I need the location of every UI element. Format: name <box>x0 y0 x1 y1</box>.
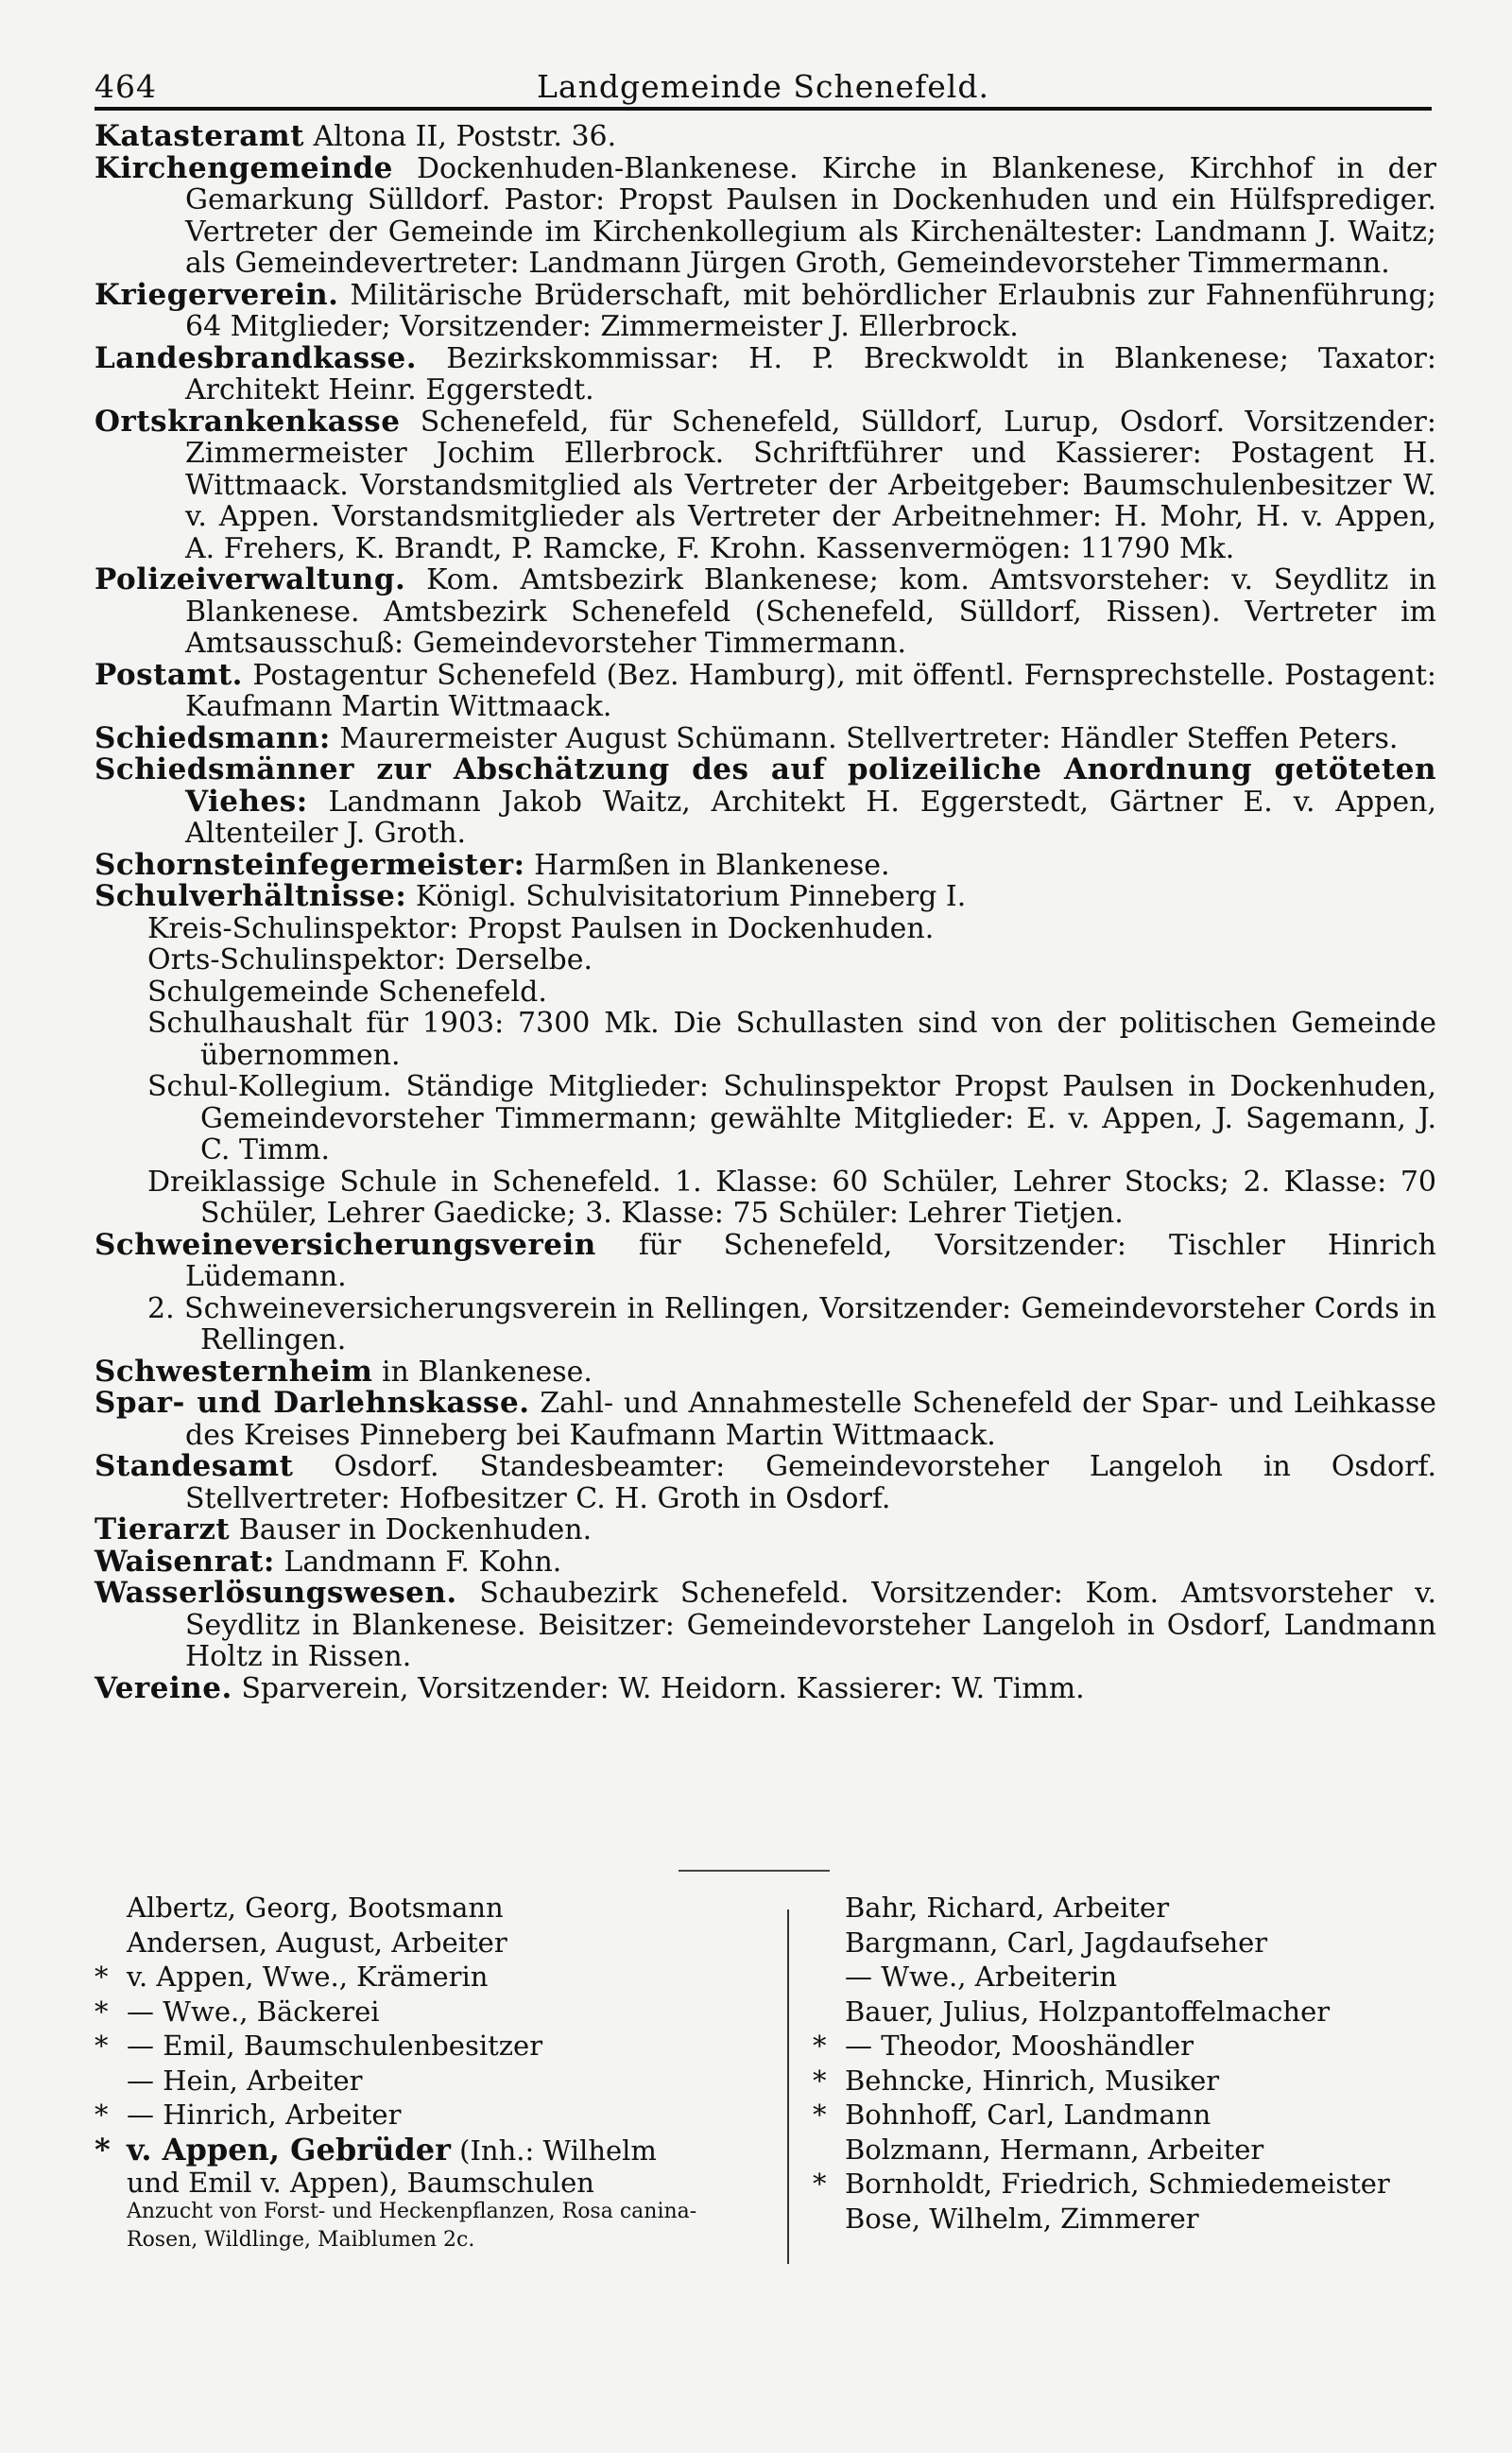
entry-heading: Landesbrandkasse. <box>94 340 418 375</box>
resident-text: — Wwe., Bäckerei <box>127 1995 380 2028</box>
resident-entry <box>94 2098 747 2133</box>
directory-entry <box>94 657 1436 723</box>
section-divider <box>679 1870 830 1872</box>
entry-heading: Schweineversicherungsverein <box>94 1227 596 1262</box>
entry-text: Maurermeister August Schümann. Stellvertreter: Händler Steffen Peters. <box>330 721 1399 755</box>
entry-heading: Tierarzt <box>94 1512 231 1546</box>
resident-entry <box>813 2167 1465 2202</box>
directory-entry <box>94 1578 1436 1673</box>
entry-text: Bezirkskommissar: H. P. Breckwoldt in Blankenese; Taxator: Architekt Heinr. Eggerstedt. <box>185 341 1436 406</box>
sub-entry: Schul-Kollegium. Ständige Mitglieder: Schulinspektor Propst Paulsen in Dockenhuden, Gemeindevorsteher Timmermann; gewählte Mitglieder: E. v. Appen, J. Sagemann, J. C. Timm. <box>147 1070 1436 1166</box>
resident-mark: * <box>94 1961 109 1993</box>
entry-heading: Schiedsmann: <box>94 720 331 755</box>
sub-entry: Schulhaushalt für 1903: 7300 Mk. Die Schullasten sind von der politischen Gemeinde übernommen. <box>147 1007 1436 1072</box>
directory-entry <box>94 1451 1436 1514</box>
page-header <box>94 68 1432 110</box>
entry-text: Bauser in Dockenhuden. <box>230 1513 593 1546</box>
resident-entry <box>94 2064 747 2099</box>
entry-text: Altona II, Poststr. 36. <box>303 120 617 153</box>
resident-text: Behncke, Hinrich, Musiker <box>845 2064 1220 2097</box>
directory-entry <box>94 720 1436 755</box>
directory-entry <box>94 1388 1436 1451</box>
entry-text: für Schenefeld, Vorsitzender: Tischler Hinrich Lüdemann. <box>185 1228 1436 1293</box>
sub-entry: Kreis-Schulinspektor: Propst Paulsen in Dockenhuden. <box>147 911 935 945</box>
directory-entry <box>94 277 1436 343</box>
entry-heading: Kriegerverein. <box>94 277 339 312</box>
resident-text: Bargmann, Carl, Jagdaufseher <box>845 1926 1268 1959</box>
entry-heading: Spar- und Darlehnskasse. <box>94 1386 530 1420</box>
entry-text: Militärische Brüderschaft, mit behördlicher Erlaubnis zur Fahnenführung; 64 Mitglieder; Vorsitzender: Zimmermeister J. Ellerbrock. <box>185 278 1436 343</box>
entry-heading: Standesamt <box>94 1449 294 1483</box>
entry-text: Landmann Jakob Waitz, Architekt H. Eggerstedt, Gärtner E. v. Appen, Altenteiler J. Groth. <box>185 785 1436 850</box>
resident-entry <box>94 1960 747 1995</box>
directory-entry <box>94 1514 1436 1546</box>
running-title: Landgemeinde Schenefeld. <box>537 68 989 105</box>
entry-heading: Polizeiverwaltung. <box>94 562 406 596</box>
resident-text: Bohnhoff, Carl, Landmann <box>845 2099 1211 2131</box>
resident-mark: * <box>94 2131 111 2168</box>
resident-featured-line3: Anzucht von Forst- und Heckenpflanzen, Rosa canina-Rosen, Wildlinge, Maiblumen 2c. <box>127 2199 697 2252</box>
entry-text: Postagentur Schenefeld (Bez. Hamburg), mit öffentl. Fernsprechstelle. Postagent: Kaufmann Martin Wittmaack. <box>185 658 1436 723</box>
resident-mark: * <box>813 2064 827 2097</box>
resident-entry <box>813 2202 1465 2237</box>
resident-text: Bose, Wilhelm, Zimmerer <box>845 2202 1199 2235</box>
resident-featured-name: v. Appen, Gebrüder <box>127 2131 451 2168</box>
resident-entry <box>94 1891 747 1926</box>
directory-entries <box>94 121 1436 1704</box>
resident-text: — Wwe., Arbeiterin <box>845 1961 1118 1993</box>
resident-entry <box>813 2133 1465 2168</box>
resident-text: v. Appen, Wwe., Krämerin <box>127 1961 489 1993</box>
resident-entry <box>813 1926 1465 1961</box>
directory-entry <box>94 150 1436 280</box>
entry-heading: Schiedsmänner zur Abschätzung des auf polizeiliche Anordnung getöteten Viehes: <box>94 752 1436 819</box>
sub-entry: Orts-Schulinspektor: Derselbe. <box>147 943 593 976</box>
resident-text: Bolzmann, Hermann, Arbeiter <box>845 2133 1264 2166</box>
directory-entry <box>94 1546 1436 1579</box>
resident-text: Bauer, Julius, Holzpantoffelmacher <box>845 1995 1331 2028</box>
directory-entry <box>94 340 1436 406</box>
resident-entry <box>813 1891 1465 1926</box>
resident-featured-line2: und Emil v. Appen), Baumschulen <box>127 2166 594 2199</box>
entry-text: Schaubezirk Schenefeld. Vorsitzender: Kom. Amtsvorsteher v. Seydlitz in Blankenese. Beisitzer: Gemeindevorsteher Langeloh in Osdorf, Landmann Holtz in Rissen. <box>185 1577 1436 1673</box>
resident-entry <box>813 2029 1465 2064</box>
entry-text: Königl. Schulvisitatorium Pinneberg I. <box>406 880 967 913</box>
directory-entry <box>94 1670 1436 1705</box>
resident-mark: * <box>813 2099 827 2131</box>
resident-entry-featured <box>94 2133 747 2168</box>
resident-mark: * <box>813 2168 827 2200</box>
sub-entry: 2. Schweineversicherungsverein in Rellingen, Vorsitzender: Gemeindevorsteher Cords in Rellingen. <box>147 1291 1436 1356</box>
resident-entry <box>813 2064 1465 2099</box>
entry-text: Landmann F. Kohn. <box>274 1545 562 1579</box>
directory-entry <box>94 1227 1436 1293</box>
resident-entry <box>813 1960 1465 1995</box>
resident-entry <box>813 2098 1465 2133</box>
entry-heading: Schornsteinfegermeister: <box>94 847 525 882</box>
resident-text: — Hinrich, Arbeiter <box>127 2099 402 2131</box>
resident-entry <box>94 1995 747 2030</box>
directory-entry <box>94 406 1436 565</box>
resident-text: Albertz, Georg, Bootsmann <box>127 1892 504 1924</box>
resident-featured-owner: (Inh.: Wilhelm <box>450 2133 657 2167</box>
resident-text: Andersen, August, Arbeiter <box>127 1926 507 1959</box>
entry-heading: Katasteramt <box>94 119 304 153</box>
entry-heading: Kirchengemeinde <box>94 150 393 185</box>
residents-left-column <box>94 1891 747 2254</box>
directory-entry <box>94 881 1436 913</box>
resident-mark: * <box>94 1995 109 2028</box>
resident-text: Bornholdt, Friedrich, Schmiedemeister <box>845 2168 1390 2200</box>
entry-heading: Vereine. <box>94 1670 232 1705</box>
entry-text: Kom. Amtsbezirk Blankenese; kom. Amtsvorsteher: v. Seydlitz in Blankenese. Amtsbezirk Schenefeld (Schenefeld, Sülldorf, Rissen). Vertreter im Amtsausschuß: Gemeindevorsteher Timmermann. <box>185 563 1436 660</box>
entry-heading: Ortskrankenkasse <box>94 404 401 439</box>
entry-text: Harmßen in Blankenese. <box>524 848 890 882</box>
entry-heading: Schwesternheim <box>94 1354 373 1389</box>
entry-text: Dockenhuden-Blankenese. Kirche in Blankenese, Kirchhof in der Gemarkung Sülldorf. Pastor: Propst Paulsen in Dockenhuden und ein Hülfsprediger. Vertreter der Gemeinde im Kirchenkollegium als Kirchenältester: Landmann J. Waitz; als Gemeindevertreter: Landmann Jürgen Groth, Gemeindevorsteher Timmermann. <box>185 151 1436 280</box>
column-divider <box>787 1909 789 2264</box>
entry-heading: Wasserlösungswesen. <box>94 1576 457 1610</box>
directory-entry <box>94 754 1436 850</box>
directory-entry <box>94 1356 1436 1389</box>
entry-text: Osdorf. Standesbeamter: Gemeindevorsteher Langeloh in Osdorf. Stellvertreter: Hofbesitzer C. H. Groth in Osdorf. <box>185 1450 1436 1515</box>
entry-text: Zahl- und Annahmestelle Schenefeld der Spar- und Leihkasse des Kreises Pinneberg bei Kaufmann Martin Wittmaack. <box>185 1387 1436 1452</box>
entry-text: Schenefeld, für Schenefeld, Sülldorf, Lurup, Osdorf. Vorsitzender: Zimmermeister Jochim Ellerbrock. Schriftführer und Kassierer: Postagent H. Wittmaack. Vorstandsmitglied als Vertreter der Arbeitgeber: Baumschulenbesitzer W. v. Appen. Vorstandsmitglieder als Vertreter der Arbeitnehmer: H. Mohr, H. v. Appen, A. Frehers, K. Brandt, P. Ramcke, F. Krohn. Kassenvermögen: 11790 Mk. <box>185 405 1436 565</box>
entry-heading: Postamt. <box>94 657 243 692</box>
directory-entry <box>94 564 1436 660</box>
resident-text: — Theodor, Mooshändler <box>845 2030 1194 2062</box>
entry-heading: Schulverhältnisse: <box>94 879 407 913</box>
resident-entry <box>813 1995 1465 2030</box>
resident-mark: * <box>94 2099 109 2131</box>
sub-entry: Schulgemeinde Schenefeld. <box>147 975 547 1009</box>
resident-text: — Emil, Baumschulenbesitzer <box>127 2030 543 2062</box>
resident-text: — Hein, Arbeiter <box>127 2064 363 2097</box>
header-rule <box>94 107 1432 111</box>
entry-text: in Blankenese. <box>372 1355 593 1389</box>
resident-text: Bahr, Richard, Arbeiter <box>845 1892 1170 1924</box>
directory-entry <box>94 847 1436 882</box>
resident-mark: * <box>813 2030 827 2062</box>
directory-entry <box>94 121 1436 153</box>
resident-mark: * <box>94 2030 109 2062</box>
sub-entry: Dreiklassige Schule in Schenefeld. 1. Klasse: 60 Schüler, Lehrer Stocks; 2. Klasse: 70 Schüler, Lehrer Gaedicke; 3. Klasse: 75 Schüler: Lehrer Tietjen. <box>147 1165 1436 1230</box>
entry-heading: Waisenrat: <box>94 1544 275 1579</box>
residents-right-column <box>813 1891 1465 2236</box>
resident-entry <box>94 1926 747 1961</box>
entry-text: Sparverein, Vorsitzender: W. Heidorn. Kassierer: W. Timm. <box>232 1671 1085 1705</box>
page-number: 464 <box>94 68 157 105</box>
resident-entry <box>94 2029 747 2064</box>
